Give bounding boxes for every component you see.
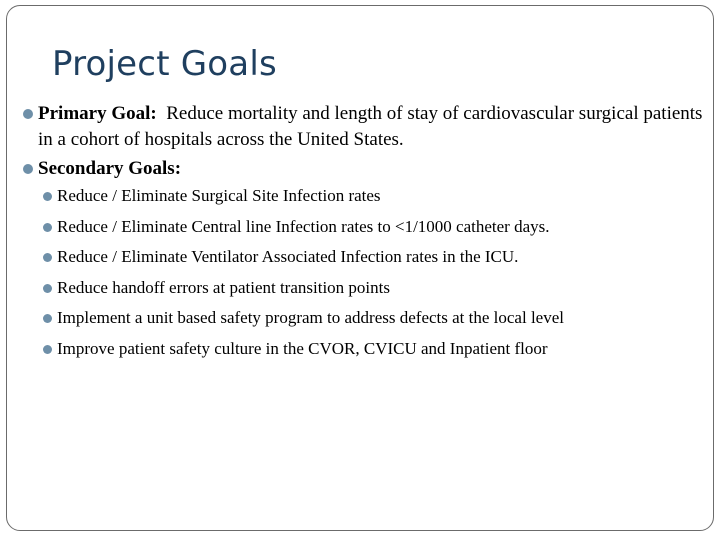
slide-body	[23, 101, 703, 368]
bullet-dot-icon	[43, 314, 52, 323]
list-item	[43, 185, 703, 207]
list-item	[43, 277, 703, 299]
list-item-text: Reduce handoff errors at patient transition points	[57, 277, 390, 297]
list-item-text: Reduce / Eliminate Surgical Site Infection rates	[57, 186, 381, 205]
secondary-goals-list	[23, 185, 703, 360]
primary-goal-text: Reduce mortality and length of stay of cardiovascular surgical patients in a cohort of hospitals across the United States.	[38, 103, 703, 150]
list-item	[43, 338, 703, 360]
primary-goal-label: Primary Goal:	[38, 103, 157, 124]
list-item-text: Reduce / Eliminate Central line Infection rates to <1/1000 catheter days.	[57, 216, 550, 236]
list-item-text: Implement a unit based safety program to address defects at the local level	[57, 308, 564, 327]
bullet-dot-icon	[43, 192, 52, 201]
bullet-dot-icon	[43, 223, 52, 232]
list-item	[43, 216, 703, 238]
list-item-text: Reduce / Eliminate Ventilator Associated Infection rates in the ICU.	[57, 247, 519, 266]
secondary-goals-label: Secondary Goals:	[38, 158, 182, 179]
list-item	[43, 307, 703, 329]
bullet-dot-icon	[23, 109, 33, 119]
secondary-goals	[23, 156, 703, 182]
bullet-dot-icon	[43, 284, 52, 293]
bullet-dot-icon	[43, 345, 52, 354]
list-item-text: Improve patient safety culture in the CVOR, CVICU and Inpatient floor	[57, 338, 548, 358]
bullet-dot-icon	[23, 164, 33, 174]
slide-title: Project Goals	[52, 44, 277, 84]
slide-frame	[6, 5, 714, 531]
bullet-dot-icon	[43, 253, 52, 262]
primary-goal	[23, 101, 703, 153]
list-item	[43, 246, 703, 268]
